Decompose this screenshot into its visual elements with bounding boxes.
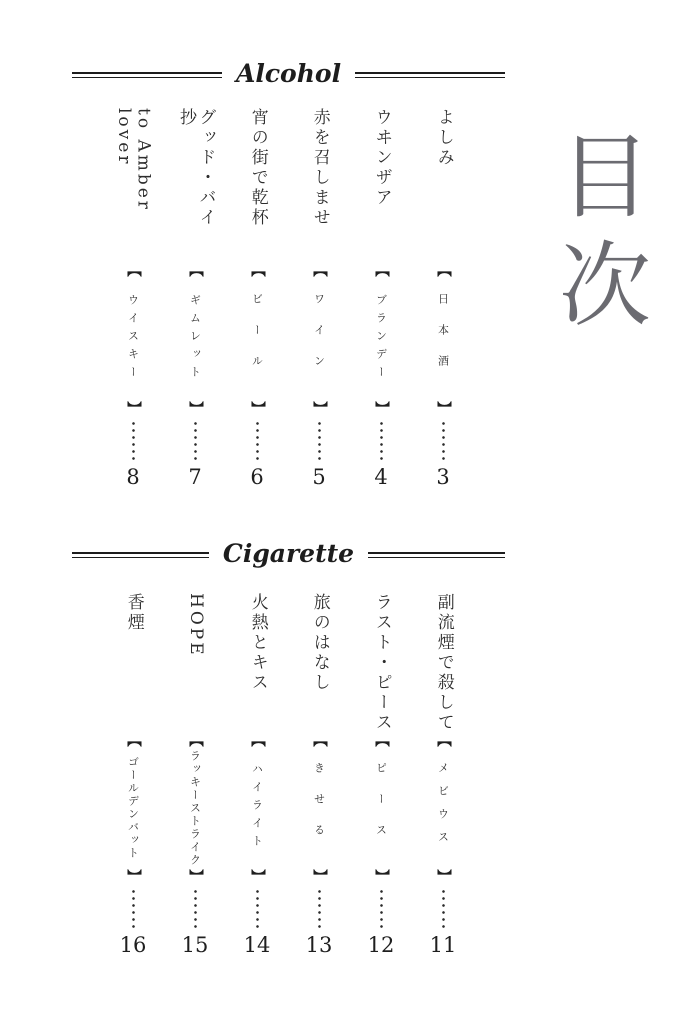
toc-entry — [102, 593, 164, 958]
toc-entry — [226, 108, 288, 490]
entry-title: 香煙 — [123, 593, 144, 633]
section-label-alcohol: Alcohol — [235, 58, 342, 88]
entry-page-number: 15 — [181, 933, 209, 957]
toc-entry — [288, 593, 350, 958]
open-bracket: 【 — [187, 263, 203, 277]
entry-category-block — [250, 733, 264, 883]
close-bracket: 】 — [125, 401, 141, 415]
open-bracket: 【 — [249, 263, 265, 277]
entry-category-block — [374, 263, 388, 415]
entry-category-block — [126, 263, 140, 415]
toc-entry — [164, 593, 226, 958]
entry-category: ウイスキー — [126, 294, 140, 384]
entry-category: ブランデー — [374, 294, 388, 384]
entry-category-block — [250, 263, 264, 415]
close-bracket: 】 — [373, 869, 389, 883]
open-bracket: 【 — [125, 733, 141, 747]
open-bracket: 【 — [435, 263, 451, 277]
entry-category-block — [436, 733, 450, 883]
entry-page-number: 4 — [374, 465, 388, 489]
leader-dots — [442, 888, 445, 930]
entry-category-block — [126, 733, 140, 883]
section-header-alcohol — [72, 58, 505, 88]
toc-entry — [288, 108, 350, 490]
leader-dots — [194, 888, 197, 930]
entry-category-block — [312, 263, 326, 415]
toc-entry — [350, 593, 412, 958]
section-header-cigarette — [72, 538, 505, 568]
toc-entry — [164, 108, 226, 490]
open-bracket: 【 — [311, 263, 327, 277]
close-bracket: 】 — [435, 869, 451, 883]
entry-category: ラッキーストライク — [188, 749, 202, 867]
entry-category-block — [188, 263, 202, 415]
toc-entry — [102, 108, 164, 490]
entry-page-number: 3 — [436, 465, 450, 489]
close-bracket: 】 — [249, 869, 265, 883]
leader-dots — [442, 420, 445, 462]
leader-dots — [380, 888, 383, 930]
entry-title: ウヰンザア — [371, 108, 392, 208]
entry-title: グッド・バイ 抄 — [176, 108, 216, 248]
open-bracket: 【 — [249, 733, 265, 747]
open-bracket: 【 — [125, 263, 141, 277]
toc-entry — [412, 108, 474, 490]
leader-dots — [318, 888, 321, 930]
entry-title: ラスト・ピース — [371, 593, 392, 733]
close-bracket: 】 — [311, 869, 327, 883]
toc-entry — [226, 593, 288, 958]
entry-category: ビール — [250, 292, 264, 386]
entry-category: 日本酒 — [436, 292, 450, 386]
entry-category: メビウス — [436, 762, 450, 854]
entry-category: ハイライト — [250, 763, 264, 853]
entry-page-number: 8 — [126, 465, 140, 489]
close-bracket: 】 — [187, 869, 203, 883]
entry-category-block — [436, 263, 450, 415]
header-rule-left — [72, 72, 222, 78]
entry-title: HOPE — [185, 593, 206, 658]
entry-title: 旅のはなし — [309, 593, 330, 693]
entry-title: よしみ — [433, 108, 454, 168]
open-bracket: 【 — [311, 733, 327, 747]
open-bracket: 【 — [187, 733, 203, 747]
close-bracket: 】 — [311, 401, 327, 415]
entry-page-number: 14 — [243, 933, 271, 957]
entry-category: ワイン — [312, 292, 326, 386]
toc-entry — [412, 593, 474, 958]
leader-dots — [318, 420, 321, 462]
header-rule-right — [355, 72, 505, 78]
entry-page-number: 13 — [305, 933, 333, 957]
header-rule-left — [72, 552, 209, 558]
toc-entry — [350, 108, 412, 490]
close-bracket: 】 — [249, 401, 265, 415]
entry-page-number: 7 — [188, 465, 202, 489]
leader-dots — [256, 420, 259, 462]
page-title: 目次 — [544, 128, 651, 346]
open-bracket: 【 — [373, 263, 389, 277]
entry-category: きせる — [312, 761, 326, 855]
close-bracket: 】 — [435, 401, 451, 415]
open-bracket: 【 — [373, 733, 389, 747]
entry-category: ゴールデンバット — [126, 756, 140, 860]
close-bracket: 】 — [125, 869, 141, 883]
entry-title: 宵の街で乾杯 — [247, 108, 268, 228]
leader-dots — [380, 420, 383, 462]
entry-page-number: 5 — [312, 465, 326, 489]
leader-dots — [132, 420, 135, 462]
entry-category-block — [188, 733, 202, 883]
entry-page-number: 12 — [367, 933, 395, 957]
section-label-cigarette: Cigarette — [222, 538, 355, 568]
entry-title: 副流煙で殺して — [433, 593, 454, 733]
entry-title: 赤を召しませ — [309, 108, 330, 228]
entry-title: to Amber lover — [114, 108, 154, 212]
leader-dots — [132, 888, 135, 930]
entry-category: ピース — [374, 761, 388, 855]
section-cigarette — [72, 538, 505, 958]
close-bracket: 】 — [373, 401, 389, 415]
entry-category: ギムレット — [188, 294, 202, 384]
header-rule-right — [368, 552, 505, 558]
open-bracket: 【 — [435, 733, 451, 747]
close-bracket: 】 — [187, 401, 203, 415]
leader-dots — [256, 888, 259, 930]
entries-cigarette — [102, 593, 474, 958]
entries-alcohol — [102, 108, 474, 490]
entry-category-block — [374, 733, 388, 883]
leader-dots — [194, 420, 197, 462]
entry-page-number: 11 — [429, 933, 457, 957]
section-alcohol — [72, 58, 505, 490]
entry-title: 火熱とキス — [247, 593, 268, 693]
entry-page-number: 6 — [250, 465, 264, 489]
entry-page-number: 16 — [119, 933, 147, 957]
entry-category-block — [312, 733, 326, 883]
